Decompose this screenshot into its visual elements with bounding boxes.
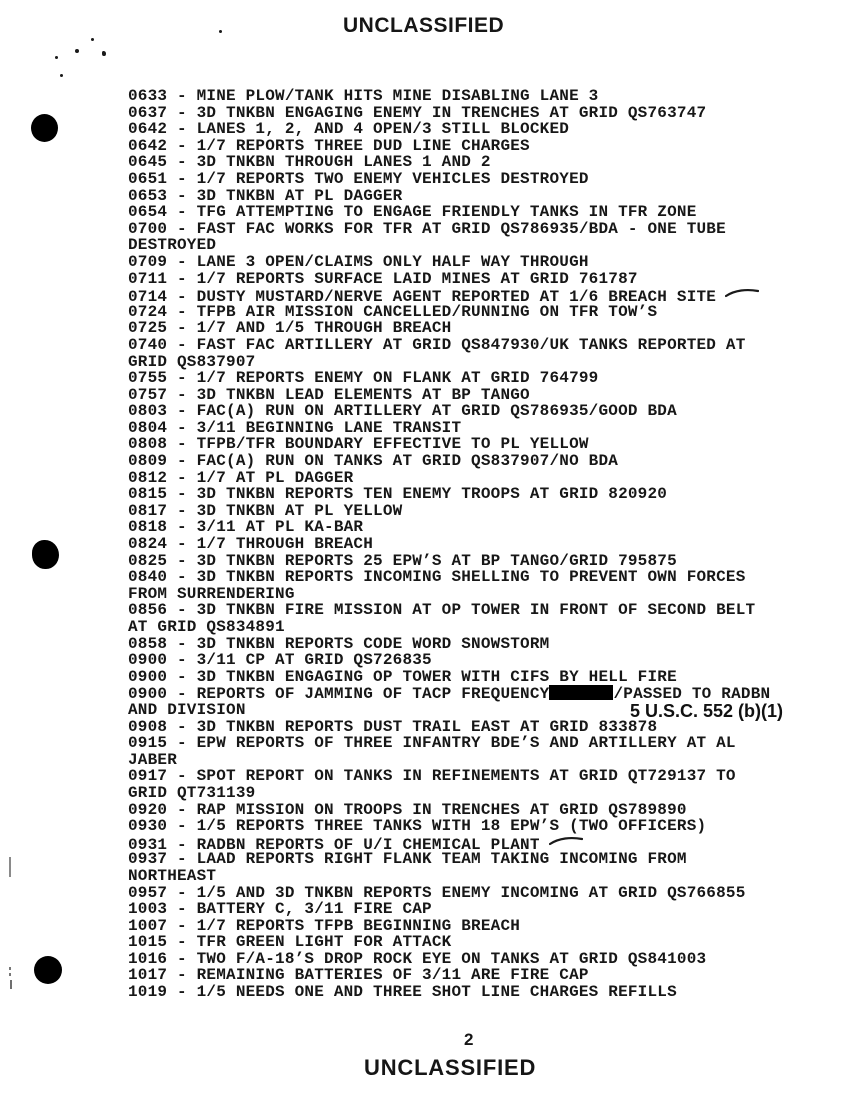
log-line: 0920 - RAP MISSION ON TROOPS IN TRENCHES AT GRID QS789890 [128, 800, 687, 819]
log-line: 0725 - 1/7 AND 1/5 THROUGH BREACH [128, 319, 452, 338]
log-line: 0654 - TFG ATTEMPTING TO ENGAGE FRIENDLY TANKS IN TFR ZONE [128, 203, 697, 222]
scan-speck [75, 49, 79, 53]
log-line-text: 0931 - RADBN REPORTS OF U/I CHEMICAL PLANT [128, 835, 540, 854]
scan-speck [91, 38, 94, 41]
log-line: FROM SURRENDERING [128, 584, 295, 603]
log-line-text: 0900 - REPORTS OF JAMMING OF TACP FREQUENCY [128, 685, 550, 704]
log-line: 0804 - 3/11 BEGINNING LANE TRANSIT [128, 418, 462, 437]
log-line: NORTHEAST [128, 866, 217, 885]
log-line: 0900 - 3D TNKBN ENGAGING OP TOWER WITH CIFS BY HELL FIRE [128, 667, 677, 686]
log-line: 0840 - 3D TNKBN REPORTS INCOMING SHELLING TO PREVENT OWN FORCES [128, 568, 746, 587]
log-line: 1016 - TWO F/A-18’S DROP ROCK EYE ON TANKS AT GRID QS841003 [128, 949, 707, 968]
log-line: 0700 - FAST FAC WORKS FOR TFR AT GRID QS786935/BDA - ONE TUBE [128, 219, 726, 238]
log-line: 0740 - FAST FAC ARTILLERY AT GRID QS847930/UK TANKS REPORTED AT [128, 335, 746, 354]
log-line: 0856 - 3D TNKBN FIRE MISSION AT OP TOWER IN FRONT OF SECOND BELT [128, 601, 756, 620]
log-line: 0858 - 3D TNKBN REPORTS CODE WORD SNOWSTORM [128, 634, 550, 653]
log-line: 1019 - 1/5 NEEDS ONE AND THREE SHOT LINE CHARGES REFILLS [128, 983, 677, 1002]
log-line: 0642 - 1/7 REPORTS THREE DUD LINE CHARGES [128, 136, 530, 155]
scan-speck [60, 74, 63, 77]
log-text-block [128, 88, 818, 1001]
log-line: 0645 - 3D TNKBN THROUGH LANES 1 AND 2 [128, 153, 491, 172]
log-line [128, 685, 818, 702]
handwritten-dash-mark [549, 835, 583, 847]
log-line: 0809 - FAC(A) RUN ON TANKS AT GRID QS837907/NO BDA [128, 452, 619, 471]
log-line: 1003 - BATTERY C, 3/11 FIRE CAP [128, 900, 432, 919]
log-line [128, 287, 818, 307]
log-line: 0653 - 3D TNKBN AT PL DAGGER [128, 186, 403, 205]
log-line: GRID QT731139 [128, 783, 256, 802]
margin-scan-artifact [9, 973, 11, 976]
log-line: AND DIVISION [128, 700, 246, 719]
log-line: 0915 - EPW REPORTS OF THREE INFANTRY BDE’S AND ARTILLERY AT AL [128, 734, 736, 753]
log-line: 0817 - 3D TNKBN AT PL YELLOW [128, 501, 403, 520]
log-line: 1017 - REMAINING BATTERIES OF 3/11 ARE FIRE CAP [128, 966, 589, 985]
margin-scan-artifact [10, 980, 12, 989]
log-line [128, 835, 818, 852]
log-line: 0917 - SPOT REPORT ON TANKS IN REFINEMENTS AT GRID QT729137 TO [128, 767, 736, 786]
log-line: 0803 - FAC(A) RUN ON ARTILLERY AT GRID QS786935/GOOD BDA [128, 402, 677, 421]
log-line: 0724 - TFPB AIR MISSION CANCELLED/RUNNING ON TFR TOW’S [128, 302, 658, 321]
log-line: DESTROYED [128, 236, 217, 255]
foia-exemption-stamp: 5 U.S.C. 552 (b)(1) [630, 701, 784, 721]
log-line: 0633 - MINE PLOW/TANK HITS MINE DISABLING LANE 3 [128, 87, 599, 105]
log-line: 0637 - 3D TNKBN ENGAGING ENEMY IN TRENCHES AT GRID QS763747 [128, 103, 707, 122]
scan-speck [219, 30, 222, 33]
log-line-text: 0714 - DUSTY MUSTARD/NERVE AGENT REPORTED AT 1/6 BREACH SITE [128, 288, 717, 307]
hole-punch-mark [34, 956, 62, 984]
log-line: 0818 - 3/11 AT PL KA-BAR [128, 518, 364, 537]
log-line: 0757 - 3D TNKBN LEAD ELEMENTS AT BP TANGO [128, 385, 530, 404]
log-line: 0824 - 1/7 THROUGH BREACH [128, 535, 374, 554]
log-line: 0930 - 1/5 REPORTS THREE TANKS WITH 18 EPW’S (TWO OFFICERS) [128, 817, 707, 836]
log-line: 0755 - 1/7 REPORTS ENEMY ON FLANK AT GRID 764799 [128, 369, 599, 388]
log-line: 0957 - 1/5 AND 3D TNKBN REPORTS ENEMY INCOMING AT GRID QS766855 [128, 883, 746, 902]
footer-classification-banner: UNCLASSIFIED [364, 1055, 537, 1080]
scan-speck [55, 56, 58, 59]
log-line: 0825 - 3D TNKBN REPORTS 25 EPW’S AT BP TANGO/GRID 795875 [128, 551, 677, 570]
log-line: 0937 - LAAD REPORTS RIGHT FLANK TEAM TAKING INCOMING FROM [128, 850, 687, 869]
log-line: 0815 - 3D TNKBN REPORTS TEN ENEMY TROOPS AT GRID 820920 [128, 485, 668, 504]
log-line: 1015 - TFR GREEN LIGHT FOR ATTACK [128, 933, 452, 952]
log-line: 0642 - LANES 1, 2, AND 4 OPEN/3 STILL BLOCKED [128, 120, 570, 139]
log-line: 0900 - 3/11 CP AT GRID QS726835 [128, 651, 432, 670]
margin-scan-artifact [9, 967, 11, 970]
page-number: 2 [464, 1030, 474, 1049]
hole-punch-mark [31, 114, 58, 142]
header-classification-banner: UNCLASSIFIED [343, 14, 505, 37]
log-line-text: /PASSED TO RADBN [613, 685, 771, 704]
log-line: AT GRID QS834891 [128, 618, 285, 636]
redaction-box [549, 685, 613, 700]
scan-speck [102, 51, 106, 56]
log-line: 0709 - LANE 3 OPEN/CLAIMS ONLY HALF WAY THROUGH [128, 252, 589, 271]
margin-scan-artifact [9, 857, 11, 877]
log-line: 1007 - 1/7 REPORTS TFPB BEGINNING BREACH [128, 916, 521, 935]
log-line: GRID QS837907 [128, 352, 256, 371]
handwritten-dash-mark [725, 287, 759, 299]
log-line: 0908 - 3D TNKBN REPORTS DUST TRAIL EAST AT GRID 833878 [128, 717, 658, 736]
hole-punch-mark [32, 540, 59, 569]
log-line: 0711 - 1/7 REPORTS SURFACE LAID MINES AT GRID 761787 [128, 269, 638, 288]
log-line: 0808 - TFPB/TFR BOUNDARY EFFECTIVE TO PL YELLOW [128, 435, 589, 454]
log-line: JABER [128, 750, 178, 769]
log-line: 0812 - 1/7 AT PL DAGGER [128, 468, 354, 487]
log-line: 0651 - 1/7 REPORTS TWO ENEMY VEHICLES DESTROYED [128, 169, 589, 188]
